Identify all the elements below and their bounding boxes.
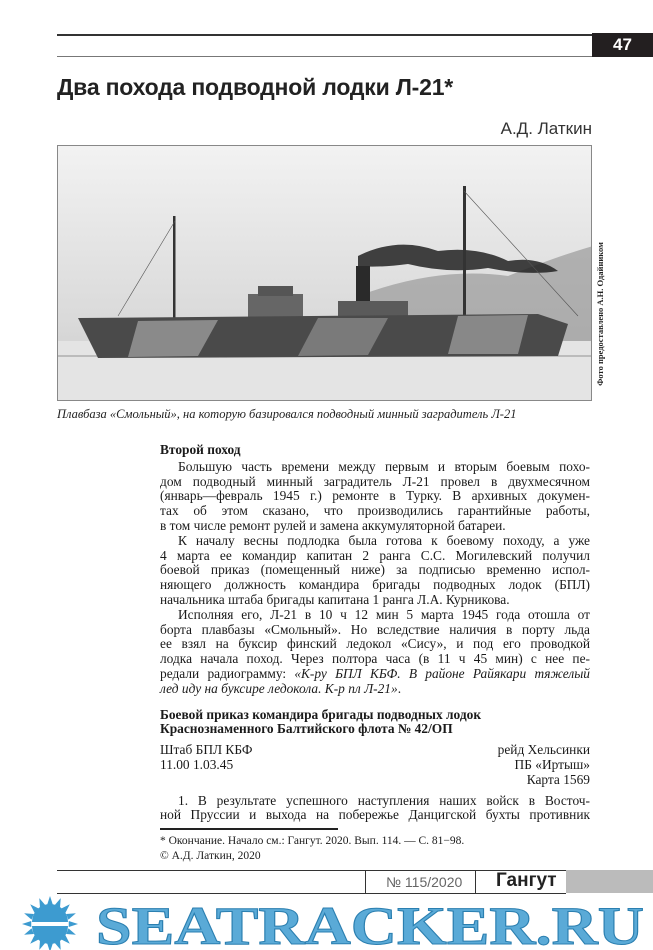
body-line (160, 608, 590, 623)
body-line (160, 460, 590, 475)
body-line (160, 519, 590, 534)
order-ship: ПБ «Иртыш» (514, 756, 590, 772)
magazine-name: Гангут (496, 870, 557, 891)
text-segment: няющего должность командира бригады подводных лодок (БПЛ) (160, 577, 590, 593)
footnote-rule (160, 828, 338, 830)
order-item-line: 1. В результате успешного наступления наших войск в Восточ- (178, 792, 590, 808)
text-segment: Исполняя его, Л-21 в 10 ч 12 мин 5 марта 1945 года отошла от (178, 606, 590, 622)
page-number: 47 (592, 33, 653, 57)
copyright: © А.Д. Латкин, 2020 (160, 850, 261, 863)
ship-photo (57, 145, 592, 401)
order-meta (160, 743, 590, 787)
text-segment: начальника штаба бригады капитана 1 ранга Л.А. Курникова. (160, 591, 510, 607)
footnote: * Окончание. Начало см.: Гангут. 2020. Вып. 114. — С. 81−98. (160, 835, 465, 848)
text-segment: Большую часть времени между первым и вторым боевым похо- (178, 458, 590, 474)
body-line (160, 504, 590, 519)
body-line (160, 489, 590, 504)
ship-image (58, 146, 592, 401)
order-origin: Штаб БПЛ КБФ (160, 742, 253, 758)
text-segment: в том числе ремонт рулей и замена аккумуляторной батареи. (160, 517, 506, 533)
body-line (160, 563, 590, 578)
order-location: рейд Хельсинки (497, 742, 590, 758)
paragraphs (160, 460, 590, 697)
header-rule-top (57, 34, 592, 36)
body-line (160, 637, 590, 652)
body-line (160, 682, 590, 697)
sun-logo-icon (22, 896, 78, 950)
footer-rule-top (57, 870, 566, 871)
body-line (160, 667, 590, 682)
article-body (160, 443, 590, 864)
text-segment: К началу весны подлодка была готова к боевому походу, а уже (178, 532, 590, 548)
text-segment: редали радиограмму: (160, 665, 295, 681)
watermark (0, 894, 653, 950)
article-author: А.Д. Латкин (500, 119, 592, 138)
sun-ray (22, 921, 31, 927)
sun-ray (47, 896, 53, 905)
order-heading-line: Краснознаменного Балтийского флота № 42/ОП (160, 721, 453, 737)
text-segment: 4 марта ее командир капитан 2 ранга С.С. Могилевский получил (160, 547, 590, 563)
text-segment: лед иду на буксире ледокола. К-р пл Л-21» (160, 680, 398, 696)
photo-caption: Плавбаза «Смольный», на которую базировался подводный минный заградитель Л-21 (57, 407, 517, 421)
text-segment: лодка начала поход. Через полтора часа (в 11 ч 45 мин) с нее пе- (160, 651, 590, 667)
text-segment: тах об этом сказано, что производились гарантийные работы, (160, 503, 590, 519)
photo-credit: Фото предоставлено А.Н. Одайником (595, 242, 605, 386)
text-segment: боевой приказ (помещенный ниже) за подписью временно испол- (160, 562, 590, 578)
body-line (160, 578, 590, 593)
order-time: 11.00 1.03.45 (160, 756, 234, 772)
text-segment: . (397, 680, 402, 696)
issue-number: № 115/2020 (386, 874, 463, 890)
text-segment: (январь—февраль 1945 г.) ремонте в Турку. В архивных докумен- (160, 488, 590, 504)
order-item-line: ной Пруссии и выхода на побережье Данцигской бухты противник (160, 807, 590, 823)
text-segment: дом подводный минный заградитель Л-21 провел в двухмесячном (160, 473, 590, 489)
body-line (160, 623, 590, 638)
header-rule-bottom (57, 56, 592, 57)
body-line (160, 593, 590, 608)
order-heading-line: Боевой приказ командира бригады подводных лодок (160, 706, 482, 722)
text-segment: «К-ру БПЛ КБФ. В районе Райякари тяжелый (294, 665, 590, 681)
order-map: Карта 1569 (526, 771, 590, 787)
body-line (160, 534, 590, 549)
body-line (160, 652, 590, 667)
text-segment: борта плавбазы «Смольный». Но вследствие наличия в порту льда (160, 621, 590, 637)
footer-gray-block (566, 870, 653, 893)
watermark-text: SEATRACKER.RU (96, 896, 644, 950)
body-line (160, 549, 590, 564)
body-line (160, 475, 590, 490)
sun-ray (69, 921, 78, 927)
section-heading: Второй поход (160, 442, 241, 457)
text-segment: ее взял на буксир финский ледокол «Сису», и под его проводкой (160, 636, 590, 652)
footer-divider (475, 870, 476, 894)
footer-divider (365, 870, 366, 894)
article-title: Два похода подводной лодки Л-21* (57, 74, 454, 100)
